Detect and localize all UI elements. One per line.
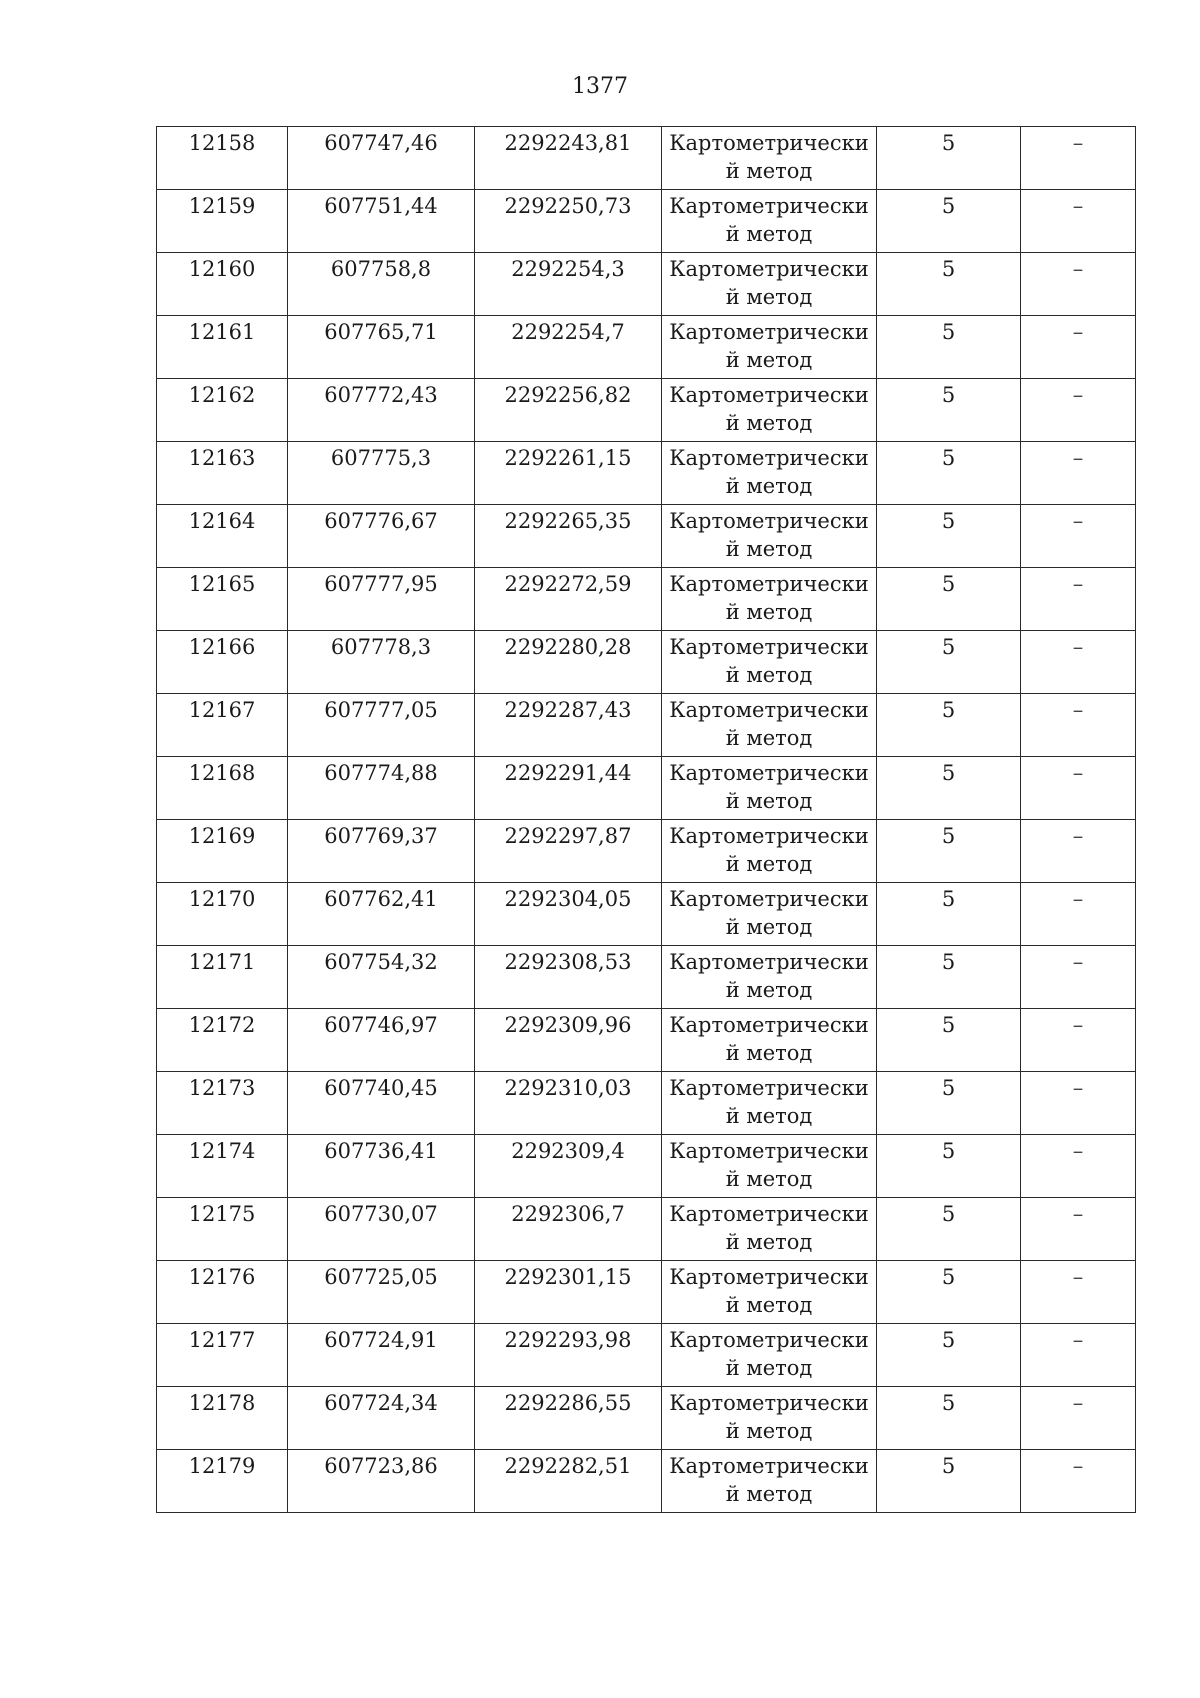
table-row bbox=[157, 1135, 1136, 1198]
point-number-cell: 12168 bbox=[157, 757, 288, 820]
method-cell: Картометрически й метод bbox=[662, 946, 877, 1009]
method-cell: Картометрически й метод bbox=[662, 757, 877, 820]
x-coordinate-cell: 607762,41 bbox=[288, 883, 475, 946]
point-number-cell: 12179 bbox=[157, 1450, 288, 1513]
method-cell: Картометрически й метод bbox=[662, 1324, 877, 1387]
accuracy-cell: 5 bbox=[877, 379, 1021, 442]
accuracy-cell: 5 bbox=[877, 253, 1021, 316]
point-number-cell: 12163 bbox=[157, 442, 288, 505]
x-coordinate-cell: 607774,88 bbox=[288, 757, 475, 820]
point-number-cell: 12166 bbox=[157, 631, 288, 694]
accuracy-cell: 5 bbox=[877, 127, 1021, 190]
accuracy-cell: 5 bbox=[877, 883, 1021, 946]
note-cell: – bbox=[1021, 1072, 1136, 1135]
note-cell: – bbox=[1021, 946, 1136, 1009]
point-number-cell: 12169 bbox=[157, 820, 288, 883]
table-row bbox=[157, 820, 1136, 883]
note-cell: – bbox=[1021, 631, 1136, 694]
point-number-cell: 12165 bbox=[157, 568, 288, 631]
y-coordinate-cell: 2292287,43 bbox=[475, 694, 662, 757]
method-cell: Картометрически й метод bbox=[662, 127, 877, 190]
point-number-cell: 12172 bbox=[157, 1009, 288, 1072]
note-cell: – bbox=[1021, 1324, 1136, 1387]
accuracy-cell: 5 bbox=[877, 1072, 1021, 1135]
accuracy-cell: 5 bbox=[877, 1387, 1021, 1450]
y-coordinate-cell: 2292280,28 bbox=[475, 631, 662, 694]
note-cell: – bbox=[1021, 694, 1136, 757]
accuracy-cell: 5 bbox=[877, 694, 1021, 757]
table-row bbox=[157, 1072, 1136, 1135]
method-cell: Картометрически й метод bbox=[662, 316, 877, 379]
y-coordinate-cell: 2292254,3 bbox=[475, 253, 662, 316]
note-cell: – bbox=[1021, 757, 1136, 820]
y-coordinate-cell: 2292272,59 bbox=[475, 568, 662, 631]
note-cell: – bbox=[1021, 127, 1136, 190]
accuracy-cell: 5 bbox=[877, 1009, 1021, 1072]
note-cell: – bbox=[1021, 1387, 1136, 1450]
method-cell: Картометрически й метод bbox=[662, 379, 877, 442]
x-coordinate-cell: 607746,97 bbox=[288, 1009, 475, 1072]
x-coordinate-cell: 607740,45 bbox=[288, 1072, 475, 1135]
method-cell: Картометрически й метод bbox=[662, 1198, 877, 1261]
note-cell: – bbox=[1021, 820, 1136, 883]
point-number-cell: 12177 bbox=[157, 1324, 288, 1387]
method-cell: Картометрически й метод bbox=[662, 1450, 877, 1513]
method-cell: Картометрически й метод bbox=[662, 1072, 877, 1135]
accuracy-cell: 5 bbox=[877, 568, 1021, 631]
x-coordinate-cell: 607730,07 bbox=[288, 1198, 475, 1261]
accuracy-cell: 5 bbox=[877, 631, 1021, 694]
note-cell: – bbox=[1021, 505, 1136, 568]
table-row bbox=[157, 190, 1136, 253]
note-cell: – bbox=[1021, 1135, 1136, 1198]
method-cell: Картометрически й метод bbox=[662, 442, 877, 505]
x-coordinate-cell: 607778,3 bbox=[288, 631, 475, 694]
accuracy-cell: 5 bbox=[877, 820, 1021, 883]
accuracy-cell: 5 bbox=[877, 1261, 1021, 1324]
accuracy-cell: 5 bbox=[877, 1198, 1021, 1261]
table-row bbox=[157, 442, 1136, 505]
table-row bbox=[157, 946, 1136, 1009]
method-cell: Картометрически й метод bbox=[662, 820, 877, 883]
x-coordinate-cell: 607724,34 bbox=[288, 1387, 475, 1450]
accuracy-cell: 5 bbox=[877, 1324, 1021, 1387]
table-row bbox=[157, 757, 1136, 820]
point-number-cell: 12170 bbox=[157, 883, 288, 946]
point-number-cell: 12175 bbox=[157, 1198, 288, 1261]
x-coordinate-cell: 607754,32 bbox=[288, 946, 475, 1009]
note-cell: – bbox=[1021, 253, 1136, 316]
method-cell: Картометрически й метод bbox=[662, 253, 877, 316]
y-coordinate-cell: 2292293,98 bbox=[475, 1324, 662, 1387]
accuracy-cell: 5 bbox=[877, 1450, 1021, 1513]
x-coordinate-cell: 607777,95 bbox=[288, 568, 475, 631]
y-coordinate-cell: 2292261,15 bbox=[475, 442, 662, 505]
table-row bbox=[157, 694, 1136, 757]
x-coordinate-cell: 607775,3 bbox=[288, 442, 475, 505]
x-coordinate-cell: 607747,46 bbox=[288, 127, 475, 190]
accuracy-cell: 5 bbox=[877, 190, 1021, 253]
point-number-cell: 12164 bbox=[157, 505, 288, 568]
point-number-cell: 12178 bbox=[157, 1387, 288, 1450]
table-row bbox=[157, 568, 1136, 631]
x-coordinate-cell: 607723,86 bbox=[288, 1450, 475, 1513]
note-cell: – bbox=[1021, 442, 1136, 505]
table-row bbox=[157, 1450, 1136, 1513]
point-number-cell: 12161 bbox=[157, 316, 288, 379]
accuracy-cell: 5 bbox=[877, 442, 1021, 505]
point-number-cell: 12162 bbox=[157, 379, 288, 442]
accuracy-cell: 5 bbox=[877, 757, 1021, 820]
table-row bbox=[157, 883, 1136, 946]
note-cell: – bbox=[1021, 190, 1136, 253]
x-coordinate-cell: 607777,05 bbox=[288, 694, 475, 757]
table-row bbox=[157, 1387, 1136, 1450]
point-number-cell: 12159 bbox=[157, 190, 288, 253]
table-row bbox=[157, 631, 1136, 694]
x-coordinate-cell: 607758,8 bbox=[288, 253, 475, 316]
x-coordinate-cell: 607772,43 bbox=[288, 379, 475, 442]
note-cell: – bbox=[1021, 1198, 1136, 1261]
y-coordinate-cell: 2292310,03 bbox=[475, 1072, 662, 1135]
y-coordinate-cell: 2292301,15 bbox=[475, 1261, 662, 1324]
point-number-cell: 12173 bbox=[157, 1072, 288, 1135]
page-number: 1377 bbox=[572, 74, 628, 99]
accuracy-cell: 5 bbox=[877, 316, 1021, 379]
y-coordinate-cell: 2292254,7 bbox=[475, 316, 662, 379]
method-cell: Картометрически й метод bbox=[662, 1135, 877, 1198]
y-coordinate-cell: 2292291,44 bbox=[475, 757, 662, 820]
point-number-cell: 12171 bbox=[157, 946, 288, 1009]
table-row bbox=[157, 505, 1136, 568]
table-row bbox=[157, 1261, 1136, 1324]
x-coordinate-cell: 607776,67 bbox=[288, 505, 475, 568]
accuracy-cell: 5 bbox=[877, 505, 1021, 568]
point-number-cell: 12160 bbox=[157, 253, 288, 316]
y-coordinate-cell: 2292304,05 bbox=[475, 883, 662, 946]
table-row bbox=[157, 1324, 1136, 1387]
note-cell: – bbox=[1021, 379, 1136, 442]
x-coordinate-cell: 607725,05 bbox=[288, 1261, 475, 1324]
y-coordinate-cell: 2292297,87 bbox=[475, 820, 662, 883]
note-cell: – bbox=[1021, 1450, 1136, 1513]
method-cell: Картометрически й метод bbox=[662, 1387, 877, 1450]
x-coordinate-cell: 607769,37 bbox=[288, 820, 475, 883]
y-coordinate-cell: 2292282,51 bbox=[475, 1450, 662, 1513]
x-coordinate-cell: 607765,71 bbox=[288, 316, 475, 379]
table-row bbox=[157, 1009, 1136, 1072]
table-row bbox=[157, 379, 1136, 442]
point-number-cell: 12174 bbox=[157, 1135, 288, 1198]
coordinates-table bbox=[156, 126, 1136, 1513]
y-coordinate-cell: 2292309,96 bbox=[475, 1009, 662, 1072]
y-coordinate-cell: 2292308,53 bbox=[475, 946, 662, 1009]
accuracy-cell: 5 bbox=[877, 946, 1021, 1009]
y-coordinate-cell: 2292286,55 bbox=[475, 1387, 662, 1450]
point-number-cell: 12158 bbox=[157, 127, 288, 190]
note-cell: – bbox=[1021, 316, 1136, 379]
method-cell: Картометрически й метод bbox=[662, 631, 877, 694]
note-cell: – bbox=[1021, 1261, 1136, 1324]
coordinates-table-body bbox=[157, 127, 1136, 1513]
note-cell: – bbox=[1021, 883, 1136, 946]
method-cell: Картометрически й метод bbox=[662, 568, 877, 631]
y-coordinate-cell: 2292250,73 bbox=[475, 190, 662, 253]
accuracy-cell: 5 bbox=[877, 1135, 1021, 1198]
y-coordinate-cell: 2292243,81 bbox=[475, 127, 662, 190]
y-coordinate-cell: 2292306,7 bbox=[475, 1198, 662, 1261]
note-cell: – bbox=[1021, 1009, 1136, 1072]
x-coordinate-cell: 607724,91 bbox=[288, 1324, 475, 1387]
method-cell: Картометрически й метод bbox=[662, 883, 877, 946]
y-coordinate-cell: 2292256,82 bbox=[475, 379, 662, 442]
table-row bbox=[157, 127, 1136, 190]
method-cell: Картометрически й метод bbox=[662, 694, 877, 757]
method-cell: Картометрически й метод bbox=[662, 1009, 877, 1072]
method-cell: Картометрически й метод bbox=[662, 1261, 877, 1324]
method-cell: Картометрически й метод bbox=[662, 190, 877, 253]
method-cell: Картометрически й метод bbox=[662, 505, 877, 568]
table-row bbox=[157, 316, 1136, 379]
table-row bbox=[157, 1198, 1136, 1261]
x-coordinate-cell: 607736,41 bbox=[288, 1135, 475, 1198]
note-cell: – bbox=[1021, 568, 1136, 631]
y-coordinate-cell: 2292265,35 bbox=[475, 505, 662, 568]
point-number-cell: 12176 bbox=[157, 1261, 288, 1324]
table-row bbox=[157, 253, 1136, 316]
y-coordinate-cell: 2292309,4 bbox=[475, 1135, 662, 1198]
x-coordinate-cell: 607751,44 bbox=[288, 190, 475, 253]
point-number-cell: 12167 bbox=[157, 694, 288, 757]
